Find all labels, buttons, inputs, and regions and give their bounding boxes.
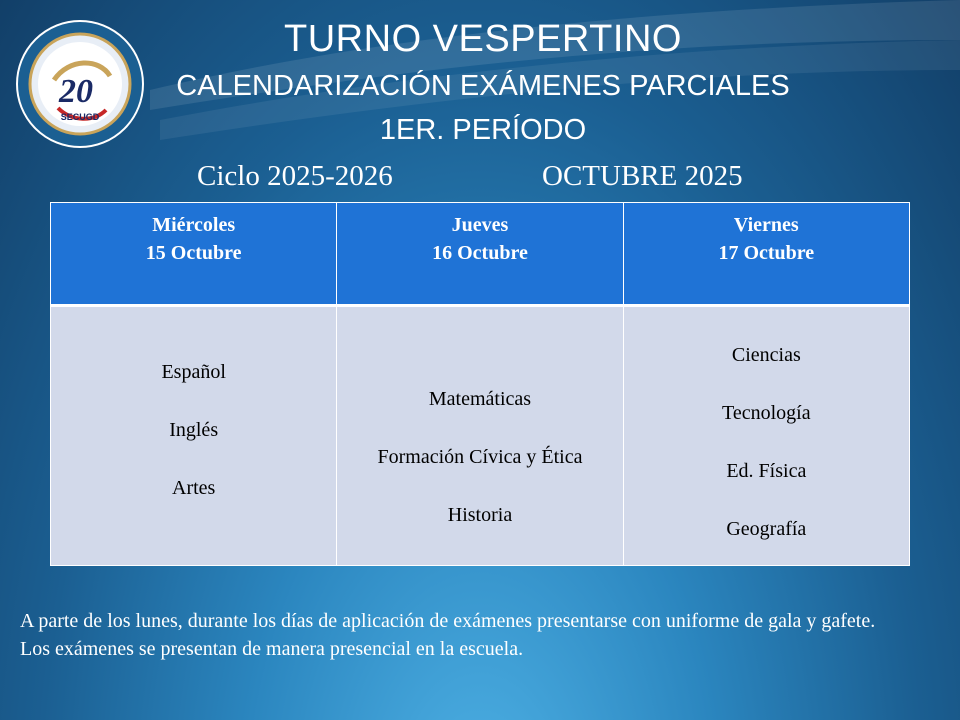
- header-cell-friday: [623, 203, 909, 306]
- day-label: Viernes: [733, 214, 799, 236]
- subject-item: Tecnología: [722, 402, 811, 424]
- subject-item: Artes: [172, 477, 216, 499]
- subject-item: Inglés: [169, 419, 219, 441]
- day-label: Miércoles: [152, 214, 236, 236]
- date-label: 16 Octubre: [432, 242, 528, 264]
- table-row: [51, 306, 910, 566]
- subject-item: Historia: [447, 504, 513, 526]
- subject-item: Formación Cívica y Ética: [377, 446, 583, 468]
- note-uniform: A parte de los lunes, durante los días de aplicación de exámenes presentarse con uniforme de gala y gafete.: [20, 610, 876, 632]
- exam-schedule-table: [50, 202, 910, 566]
- date-label: 15 Octubre: [145, 242, 242, 264]
- subjects-cell-thursday: [337, 306, 623, 566]
- date-label: 17 Octubre: [718, 242, 815, 264]
- period-label: 1ER. PERÍODO: [379, 114, 587, 146]
- subjects-cell-wednesday: [51, 306, 337, 566]
- table-header-row: [51, 203, 910, 306]
- note-in-person: Los exámenes se presentan de manera presencial en la escuela.: [20, 638, 524, 660]
- month-label: OCTUBRE 2025: [542, 160, 743, 192]
- subject-item: Español: [161, 361, 226, 383]
- cycle-label: Ciclo 2025-2026: [197, 160, 393, 192]
- subjects-cell-friday: [623, 306, 909, 566]
- header-cell-thursday: [337, 203, 623, 306]
- header-cell-wednesday: [51, 203, 337, 306]
- subject-item: Ciencias: [731, 344, 801, 366]
- notes-block: [20, 607, 920, 663]
- day-label: Jueves: [451, 214, 509, 236]
- subject-item: Ed. Física: [726, 460, 807, 482]
- subject-item: Geografía: [726, 518, 807, 540]
- logo-text: SECUGD: [60, 112, 100, 122]
- subject-item: Matemáticas: [428, 388, 532, 410]
- logo-number: 20: [59, 73, 93, 110]
- page-subtitle: CALENDARIZACIÓN EXÁMENES PARCIALES: [176, 70, 790, 102]
- page-title: TURNO VESPERTINO: [284, 18, 682, 60]
